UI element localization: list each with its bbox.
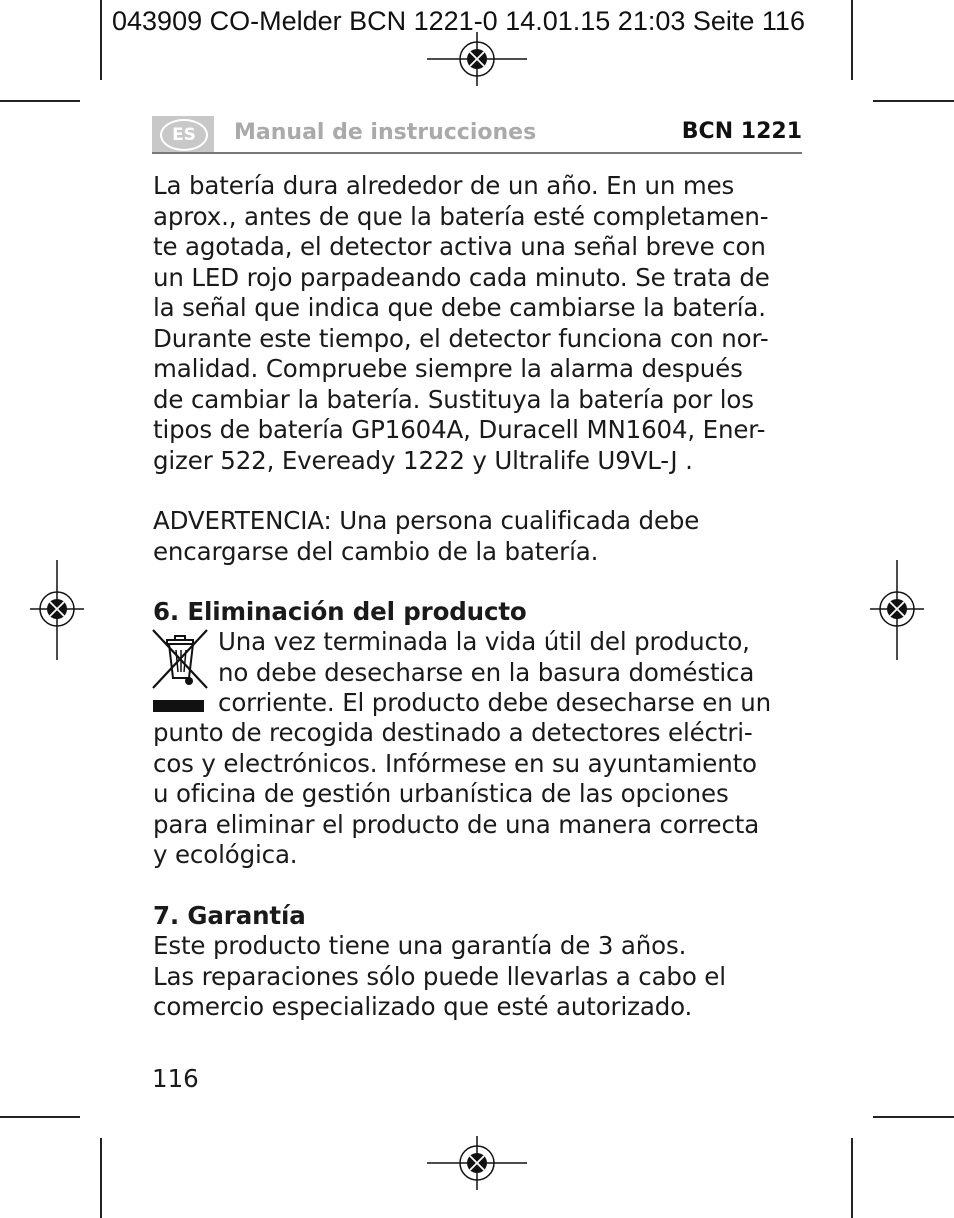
section-heading-disposal: 6. Eliminación del producto — [153, 597, 527, 626]
weee-bar — [153, 700, 204, 712]
header-title: Manual de instrucciones — [234, 120, 537, 145]
text-line: punto de recogida destinado a detectores eléctri- — [153, 718, 753, 747]
text-line: Durante este tiempo, el detector funciona con nor- — [153, 323, 769, 353]
language-badge — [152, 116, 214, 152]
text-line: tipos de batería GP1604A, Duracell MN1604, Ener- — [153, 415, 766, 444]
crop-mark — [851, 1138, 853, 1218]
crossed-out-wheelie-bin-icon — [151, 628, 209, 692]
text-line: Una vez terminada la vida útil del producto, — [218, 627, 750, 656]
crop-mark — [851, 0, 853, 80]
crop-mark — [100, 0, 102, 80]
crop-mark — [873, 100, 954, 102]
text-line: malidad. Compruebe siempre la alarma después — [153, 354, 743, 383]
crop-mark — [0, 100, 80, 102]
crop-mark — [0, 1116, 80, 1118]
header-model: BCN 1221 — [681, 119, 802, 144]
text-line: para eliminar el producto de una manera correcta — [153, 809, 760, 839]
registration-mark-icon — [30, 560, 84, 660]
text-line: un LED rojo parpadeando cada minuto. Se trata de — [153, 262, 770, 292]
section-heading-warranty: 7. Garantía — [153, 901, 306, 930]
crop-mark — [873, 1116, 954, 1118]
language-badge-label: ES — [160, 119, 208, 151]
text-line: corriente. El producto debe desecharse en un — [218, 688, 771, 717]
battery-paragraph — [153, 171, 813, 476]
page-number: 116 — [152, 1064, 199, 1093]
text-line: cos y electrónicos. Infórmese en su ayuntamiento — [153, 748, 757, 778]
text-line: y ecológica. — [153, 840, 298, 869]
registration-mark-icon — [427, 1136, 527, 1190]
text-line: Este producto tiene una garantía de 3 años. — [153, 931, 687, 960]
disposal-paragraph-indented — [218, 627, 878, 719]
text-line: comercio especializado que esté autorizado. — [153, 992, 693, 1021]
text-line: te agotada, el detector activa una señal breve con — [153, 232, 766, 261]
text-line: no debe desecharse en la basura doméstica — [218, 657, 755, 687]
text-line: La batería dura alrededor de un año. En un mes — [153, 171, 735, 200]
warranty-paragraph — [153, 931, 813, 1023]
text-line: la señal que indica que debe cambiarse la batería. — [153, 293, 766, 322]
warning-paragraph — [153, 506, 813, 567]
text-line: Las reparaciones sólo puede llevarlas a cabo el — [153, 961, 726, 991]
registration-mark-icon — [870, 560, 924, 660]
text-line: gizer 522, Eveready 1222 y Ultralife U9VL-J . — [153, 445, 693, 475]
registration-mark-icon — [427, 32, 527, 86]
text-line: ADVERTENCIA: Una persona cualificada debe — [153, 506, 700, 535]
crop-mark — [100, 1138, 102, 1218]
text-line: de cambiar la batería. Sustituya la batería por los — [153, 384, 754, 414]
header-rule — [152, 152, 802, 154]
text-line: u oficina de gestión urbanística de las opciones — [153, 779, 729, 808]
disposal-paragraph — [153, 718, 813, 871]
print-slug: 043909 CO-Melder BCN 1221-0 14.01.15 21:03 Seite 116 — [112, 6, 805, 36]
text-line: aprox., antes de que la batería esté completamen- — [153, 201, 769, 231]
text-line: encargarse del cambio de la batería. — [153, 536, 599, 566]
